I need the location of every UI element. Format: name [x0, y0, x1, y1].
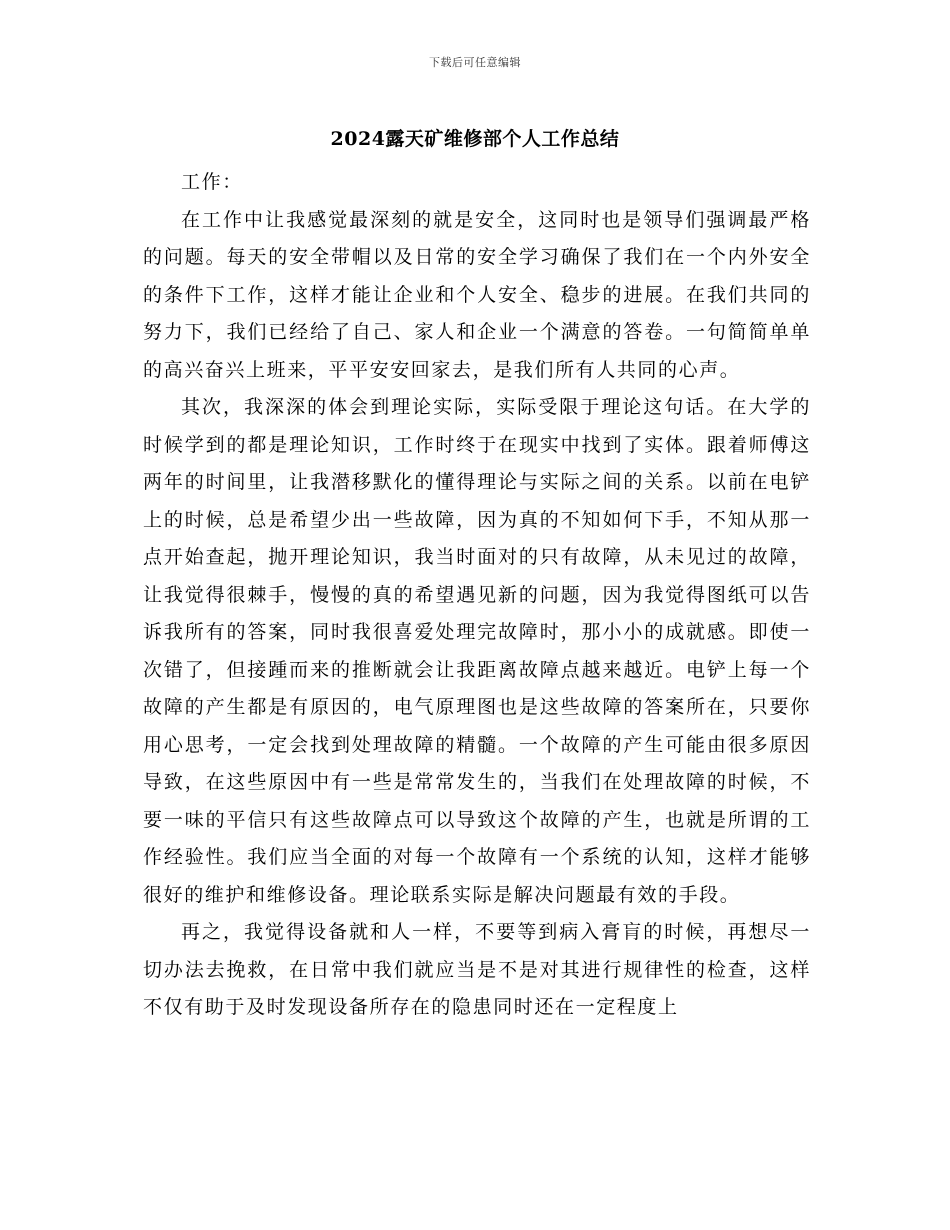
- document-body: [143, 164, 811, 1027]
- header-note: 下载后可任意编辑: [429, 56, 521, 69]
- paragraph-intro: 工作：: [181, 171, 243, 193]
- document-title: 2024露天矿维修部个人工作总结: [330, 128, 620, 150]
- paragraph-theory-practice: 其次，我深深的体会到理论实际，实际受限于理论这句话。在大学的时候学到的都是理论知识，工作时终于在现实中找到了实体。跟着师傅这两年的时间里，让我潜移默化的懂得理论与实际之间的关系。以前在电铲上的时候，总是希望少出一些故障，因为真的不知如何下手，不知从那一点开始查起，抛开理论知识，我当时面对的只有故障，从未见过的故障，让我觉得很棘手，慢慢的真的希望遇见新的问题，因为我觉得图纸可以告诉我所有的答案，同时我很喜爱处理完故障时，那小小的成就感。即使一次错了，但接踵而来的推断就会让我距离故障点越来越近。电铲上每一个故障的产生都是有原因的，电气原理图也是这些故障的答案所在，只要你用心思考，一定会找到处理故障的精髓。一个故障的产生可能由很多原因导致，在这些原因中有一些是常常发生的，当我们在处理故障的时候，不要一味的平信只有这些故障点可以导致这个故障的产生，也就是所谓的工作经验性。我们应当全面的对每一个故障有一个系统的认知，这样才能够很好的维护和维修设备。理论联系实际是解决问题最有效的手段。: [143, 396, 811, 906]
- paragraph-maintenance: 再之，我觉得设备就和人一样，不要等到病入膏肓的时候，再想尽一切办法去挽救，在日常中我们就应当是不是对其进行规律性的检查，这样不仅有助于及时发现设备所存在的隐患同时还在一定程度上: [143, 921, 811, 1018]
- paragraph-safety: 在工作中让我感觉最深刻的就是安全，这同时也是领导们强调最严格的问题。每天的安全带帽以及日常的安全学习确保了我们在一个内外安全的条件下工作，这样才能让企业和个人安全、稳步的进展。在我们共同的努力下，我们已经给了自己、家人和企业一个满意的答卷。一句简简单单的高兴奋兴上班来，平平安安回家去，是我们所有人共同的心声。: [143, 208, 811, 381]
